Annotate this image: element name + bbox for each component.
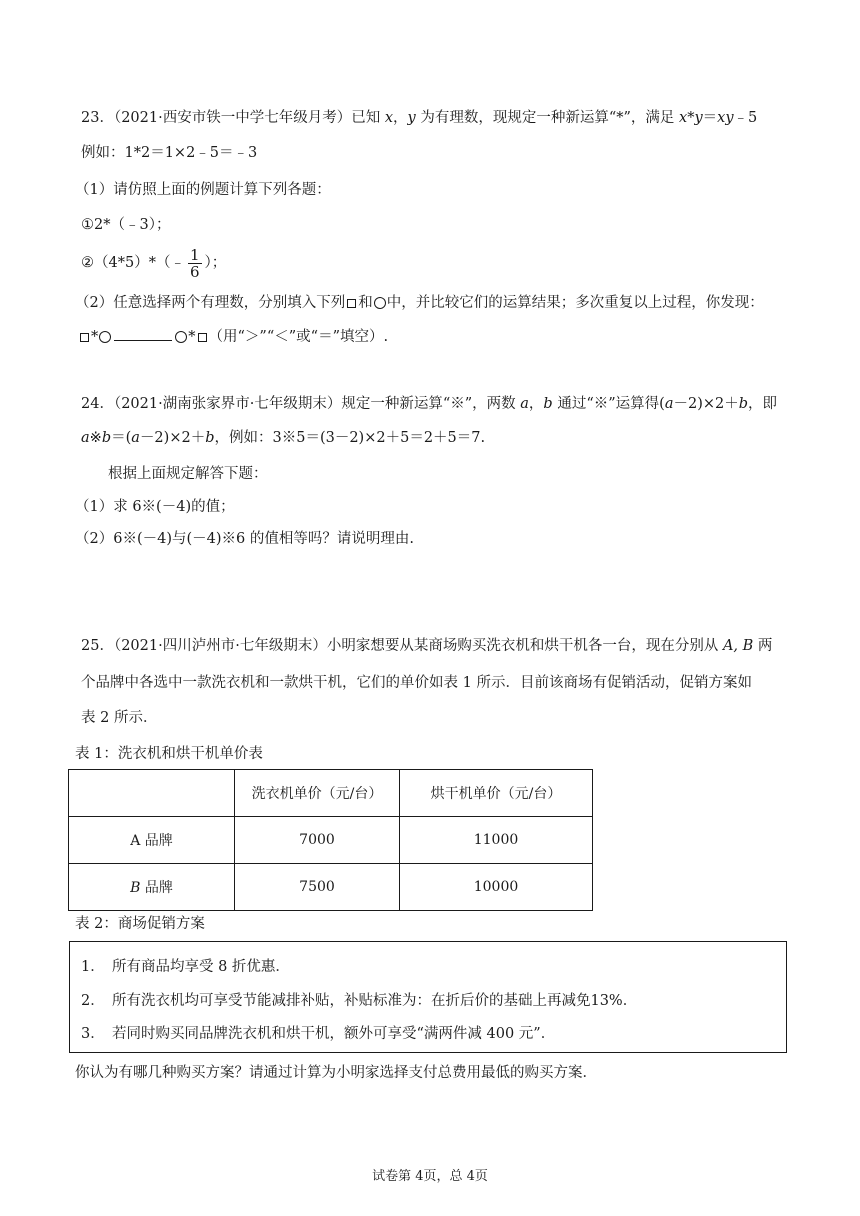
table-header-cell (69, 770, 235, 817)
q23-example: 例如：1*2＝1×2﹣5＝﹣3 (81, 145, 258, 161)
q24-line-1: 24．（2021·湖南张家界市·七年级期末）规定一种新运算“※”，两数 a，b 通过“※”运算得(a－2)×2＋b，即 (81, 396, 778, 412)
promo-item-3: 3． 若同时购买同品牌洗衣机和烘干机，额外可享受“满两件减 400 元”． (81, 1026, 556, 1042)
table-header-cell: 洗衣机单价（元/台） (235, 770, 400, 817)
page-footer: 试卷第 4页，总 4页 (372, 1169, 488, 1184)
circle-icon (175, 331, 187, 343)
promotion-box (69, 941, 787, 1053)
circle-icon (99, 331, 111, 343)
q25-line-2: 个品牌中各选中一款洗衣机和一款烘干机，它们的单价如表 1 所示．目前该商场有促销活动，促销方案如 (81, 675, 752, 691)
q24-instruction: 根据上面规定解答下题： (108, 466, 268, 482)
square-icon (198, 333, 207, 342)
q25-line-1: 25．（2021·四川泸州市·七年级期末）小明家想要从某商场购买洗衣机和烘干机各一台，现在分别从 A, B 两 (81, 638, 773, 654)
q25-line-3: 表 2 所示． (81, 710, 158, 726)
table1-caption: 表 1：洗衣机和烘干机单价表 (75, 746, 263, 762)
table-header-cell: 烘干机单价（元/台） (400, 770, 593, 817)
q23-part1: （1）请仿照上面的例题计算下列各题： (75, 182, 331, 198)
washer-price-cell: 7000 (235, 817, 400, 864)
square-icon (347, 299, 356, 308)
brand-cell: B 品牌 (69, 864, 235, 911)
dryer-price-cell: 11000 (400, 817, 593, 864)
brand-cell: A 品牌 (69, 817, 235, 864)
table-header-row (69, 770, 593, 817)
q24-part1: （1）求 6※(－4)的值； (75, 499, 235, 515)
table2-caption: 表 2：商场促销方案 (75, 916, 205, 932)
q23-item2: ②（4*5）*（﹣ $\frac{1}{6}$ ）； (81, 245, 227, 281)
q25-final-question: 你认为有哪几种购买方案？请通过计算为小明家选择支付总费用最低的购买方案． (75, 1065, 597, 1081)
q23-line-1: 23．（2021·西安市铁一中学七年级月考）已知 x，y 为有理数，现规定一种新运算“*”，满足 x*y＝xy﹣5 (81, 110, 758, 126)
price-table (68, 769, 593, 911)
square-icon (80, 333, 89, 342)
fraction-one-sixth: $\frac{1}{6}$ (189, 245, 200, 281)
promo-item-2: 2． 所有洗衣机均可享受节能减排补贴，补贴标准为：在折后价的基础上再减免13%． (81, 993, 638, 1009)
circle-icon (374, 297, 386, 309)
answer-blank[interactable] (114, 326, 172, 341)
washer-price-cell: 7500 (235, 864, 400, 911)
q24-part2: （2）6※(－4)与(－4)※6 的值相等吗？请说明理由. (75, 531, 414, 547)
promo-item-1: 1． 所有商品均享受 8 折优惠． (81, 959, 290, 975)
table-row (69, 817, 593, 864)
dryer-price-cell: 10000 (400, 864, 593, 911)
q23-part2-answer: * * （用“＞”“＜”或“＝”填空）. (78, 326, 388, 347)
q23-item1: ①2*（﹣3）； (81, 217, 171, 233)
table-row (69, 864, 593, 911)
q24-line-2: a※b＝(a－2)×2＋b，例如：3※5＝(3－2)×2＋5＝2＋5＝7. (81, 430, 486, 446)
q23-part2: （2）任意选择两个有理数，分别填入下列 和 中，并比较它们的运算结果；多次重复以上过程，你发现： (75, 295, 764, 311)
